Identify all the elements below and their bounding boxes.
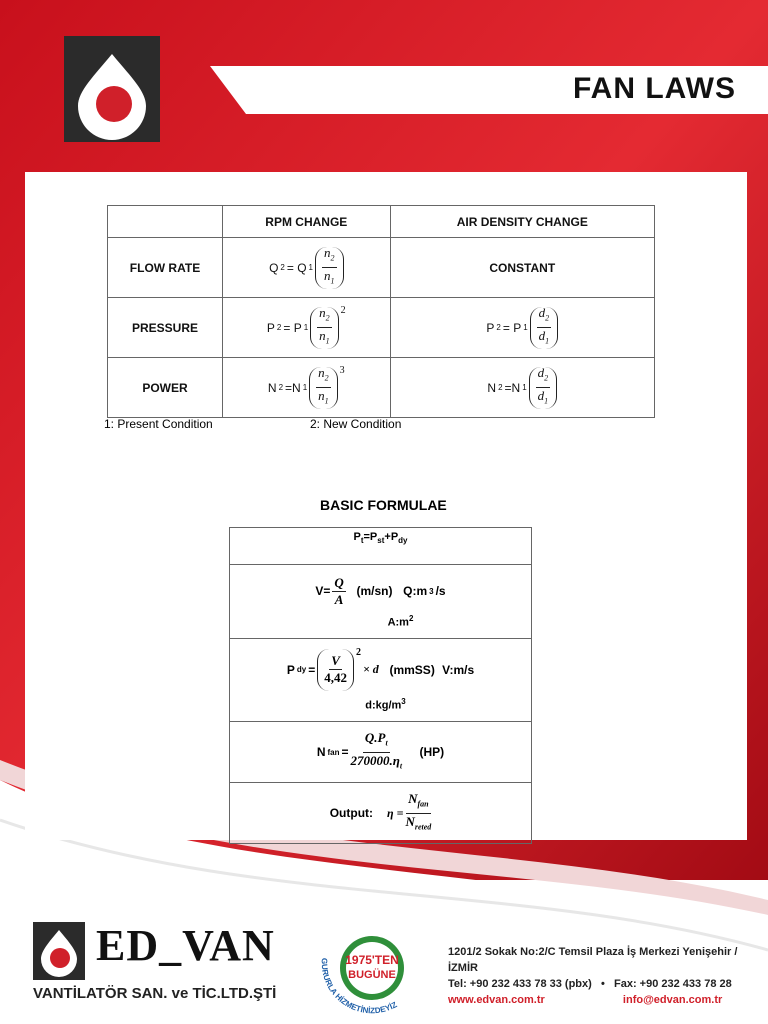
numerator: Q bbox=[334, 574, 344, 590]
fraction bbox=[405, 791, 431, 835]
address: 1201/2 Sokak No:2/C Temsil Plaza İş Merkezi Yenişehir / İZMİR bbox=[448, 946, 738, 974]
formula-sub: 1 bbox=[308, 263, 313, 272]
formula-cell bbox=[230, 565, 532, 639]
fan-laws-table bbox=[107, 205, 655, 418]
fraction bbox=[317, 305, 332, 349]
table-header-row bbox=[108, 206, 655, 238]
formula-text: d:kg/m bbox=[365, 699, 402, 712]
fraction bbox=[324, 653, 347, 686]
formula-sub: 1 bbox=[544, 396, 549, 406]
formula-text: × d bbox=[362, 662, 379, 677]
formula-row bbox=[230, 722, 532, 783]
formula-sub: dy bbox=[398, 536, 408, 546]
formula-sub: 2 bbox=[278, 383, 284, 392]
formula-text: V= bbox=[315, 584, 331, 599]
formula-cell bbox=[230, 528, 532, 565]
badge-arc-path: GURURLA HİZMETİNİZDEYİZ bbox=[319, 957, 399, 1016]
table-row bbox=[108, 358, 655, 418]
formula-sub: st bbox=[377, 536, 385, 546]
formula-row bbox=[230, 528, 532, 565]
formula-text: N bbox=[487, 380, 497, 395]
numerator: d bbox=[538, 305, 546, 321]
formula-text: N bbox=[316, 745, 326, 759]
formula-sub: 2 bbox=[498, 383, 503, 392]
fraction bbox=[332, 575, 345, 608]
web-email-line bbox=[448, 992, 768, 1008]
denominator: A bbox=[334, 591, 344, 607]
formula-sub: reted bbox=[414, 822, 432, 832]
formula-sub: t bbox=[360, 536, 364, 546]
formula-row bbox=[230, 783, 532, 844]
formula-text: =N bbox=[504, 380, 521, 395]
formula-sub: 1 bbox=[330, 276, 335, 286]
denominator: n bbox=[319, 328, 326, 343]
formula-sub: 2 bbox=[544, 374, 549, 383]
denominator: d bbox=[538, 328, 546, 343]
formula-sub: 1 bbox=[302, 383, 308, 392]
formula-text: P bbox=[286, 662, 295, 677]
density-formula: CONSTANT bbox=[390, 238, 654, 298]
numerator: Q.P bbox=[364, 729, 386, 745]
formula-cell bbox=[230, 722, 532, 783]
table-header-cell: RPM CHANGE bbox=[223, 206, 391, 238]
formula-sub: 2 bbox=[276, 323, 282, 332]
table-row bbox=[108, 298, 655, 358]
numerator: N bbox=[408, 790, 418, 806]
basic-formulae-table bbox=[229, 527, 532, 844]
formula-sub: t bbox=[399, 761, 403, 771]
formula-text: P bbox=[486, 320, 495, 335]
contact-block bbox=[448, 944, 768, 1008]
formula-text: A:m bbox=[387, 616, 409, 629]
formula-text: = P bbox=[283, 320, 302, 335]
formula-sub: 1 bbox=[324, 396, 329, 406]
formula-row bbox=[230, 565, 532, 639]
formula-text: Q:m bbox=[403, 584, 428, 599]
formula-unit: (HP) bbox=[419, 745, 445, 759]
exponent: 2 bbox=[340, 304, 346, 316]
formula-sup: 3 bbox=[429, 586, 434, 596]
fraction bbox=[351, 730, 403, 774]
formula-sub: 1 bbox=[303, 323, 309, 332]
formula-sub: 1 bbox=[325, 336, 330, 346]
formula-text: = P bbox=[502, 320, 522, 335]
formula-cell bbox=[230, 639, 532, 722]
parenthesis bbox=[309, 367, 338, 409]
formula-text: η = bbox=[387, 805, 404, 820]
formula-text: P bbox=[266, 320, 275, 335]
rpm-formula bbox=[223, 298, 391, 358]
fraction bbox=[322, 245, 337, 289]
table-header-cell bbox=[108, 206, 223, 238]
formula-sub: 1 bbox=[545, 336, 550, 346]
numerator: V bbox=[331, 653, 340, 669]
section-title: BASIC FORMULAE bbox=[320, 497, 447, 513]
formula-text: Q bbox=[269, 260, 279, 275]
denominator: 4,42 bbox=[324, 670, 347, 686]
fax: Fax: +90 232 433 78 28 bbox=[614, 978, 732, 990]
formula-text: /s bbox=[435, 584, 446, 599]
rpm-formula bbox=[223, 358, 391, 418]
formula-sub: 2 bbox=[496, 323, 501, 332]
formula-sub: 2 bbox=[330, 254, 335, 263]
formula-text: P bbox=[353, 531, 361, 543]
rpm-formula bbox=[223, 238, 391, 298]
denominator: n bbox=[318, 388, 325, 403]
row-label: PRESSURE bbox=[108, 298, 223, 358]
parenthesis bbox=[310, 307, 339, 349]
formula-unit: (m/sn) bbox=[356, 584, 393, 599]
fraction bbox=[536, 365, 551, 409]
formula-sub: fan bbox=[417, 799, 429, 809]
formula-sup: 3 bbox=[401, 696, 406, 706]
parenthesis bbox=[317, 649, 354, 691]
formula-unit: (mmSS) bbox=[389, 662, 435, 677]
drop-logo-icon bbox=[64, 36, 160, 142]
page-title: FAN LAWS bbox=[573, 72, 736, 105]
formula-text: = bbox=[341, 745, 349, 759]
parenthesis bbox=[315, 247, 344, 289]
phone-fax-line bbox=[448, 976, 768, 992]
formula-sub: 2 bbox=[280, 263, 285, 272]
density-formula bbox=[390, 298, 654, 358]
header-logo bbox=[64, 36, 160, 142]
company-name: VANTİLATÖR SAN. ve TİC.LTD.ŞTİ bbox=[33, 985, 277, 1002]
exponent: 2 bbox=[355, 646, 361, 658]
tel: Tel: +90 232 433 78 33 (pbx) bbox=[448, 978, 592, 990]
badge-text: BUGÜNE bbox=[348, 969, 396, 981]
formula-text: =N bbox=[285, 380, 301, 395]
website-link[interactable]: www.edvan.com.tr bbox=[448, 994, 545, 1006]
legend-new: 2: New Condition bbox=[310, 417, 402, 431]
row-label: FLOW RATE bbox=[108, 238, 223, 298]
formula-text: = bbox=[308, 662, 316, 677]
formula-sub: 2 bbox=[324, 374, 329, 383]
denominator: 270000.η bbox=[350, 752, 400, 768]
legend-present: 1: Present Condition bbox=[104, 417, 213, 431]
formula-text: N bbox=[267, 380, 277, 395]
email-link[interactable]: info@edvan.com.tr bbox=[622, 994, 723, 1006]
drop-logo-icon bbox=[33, 922, 85, 980]
parenthesis bbox=[529, 367, 558, 409]
numerator: n bbox=[318, 365, 325, 381]
formula-row bbox=[230, 639, 532, 722]
formula-sub: dy bbox=[296, 665, 307, 675]
density-formula bbox=[390, 358, 654, 418]
numerator: n bbox=[319, 305, 326, 321]
table-header-cell: AIR DENSITY CHANGE bbox=[390, 206, 654, 238]
parenthesis bbox=[530, 307, 559, 349]
formula-text: =P bbox=[363, 531, 378, 543]
formula-sub: 1 bbox=[523, 323, 528, 332]
formula-sub: t bbox=[385, 738, 388, 748]
denominator: d bbox=[537, 388, 545, 403]
anniversary-badge bbox=[312, 928, 432, 1018]
bullet: • bbox=[600, 978, 605, 990]
formula-sub: fan bbox=[327, 747, 340, 757]
formula-text: V:m/s bbox=[442, 662, 475, 677]
fraction bbox=[537, 305, 552, 349]
formula-text: = Q bbox=[286, 260, 307, 275]
numerator: n bbox=[324, 245, 331, 261]
formula-text: +P bbox=[384, 531, 399, 543]
formula-text: Output: bbox=[329, 806, 374, 820]
brand-name: ED_VAN bbox=[96, 921, 275, 970]
formula-sub: 2 bbox=[545, 314, 550, 323]
fraction bbox=[316, 365, 331, 409]
numerator: d bbox=[537, 365, 545, 381]
denominator: n bbox=[324, 268, 331, 283]
exponent: 3 bbox=[339, 364, 345, 376]
row-label: POWER bbox=[108, 358, 223, 418]
table-row bbox=[108, 238, 655, 298]
denominator: N bbox=[405, 813, 415, 829]
formula-sub: 1 bbox=[522, 383, 527, 392]
formula-sub: 2 bbox=[325, 314, 330, 323]
formula-sup: 2 bbox=[408, 613, 414, 623]
badge-year: 1975'TEN bbox=[345, 953, 399, 967]
formula-cell bbox=[230, 783, 532, 844]
footer-logo bbox=[33, 922, 85, 980]
